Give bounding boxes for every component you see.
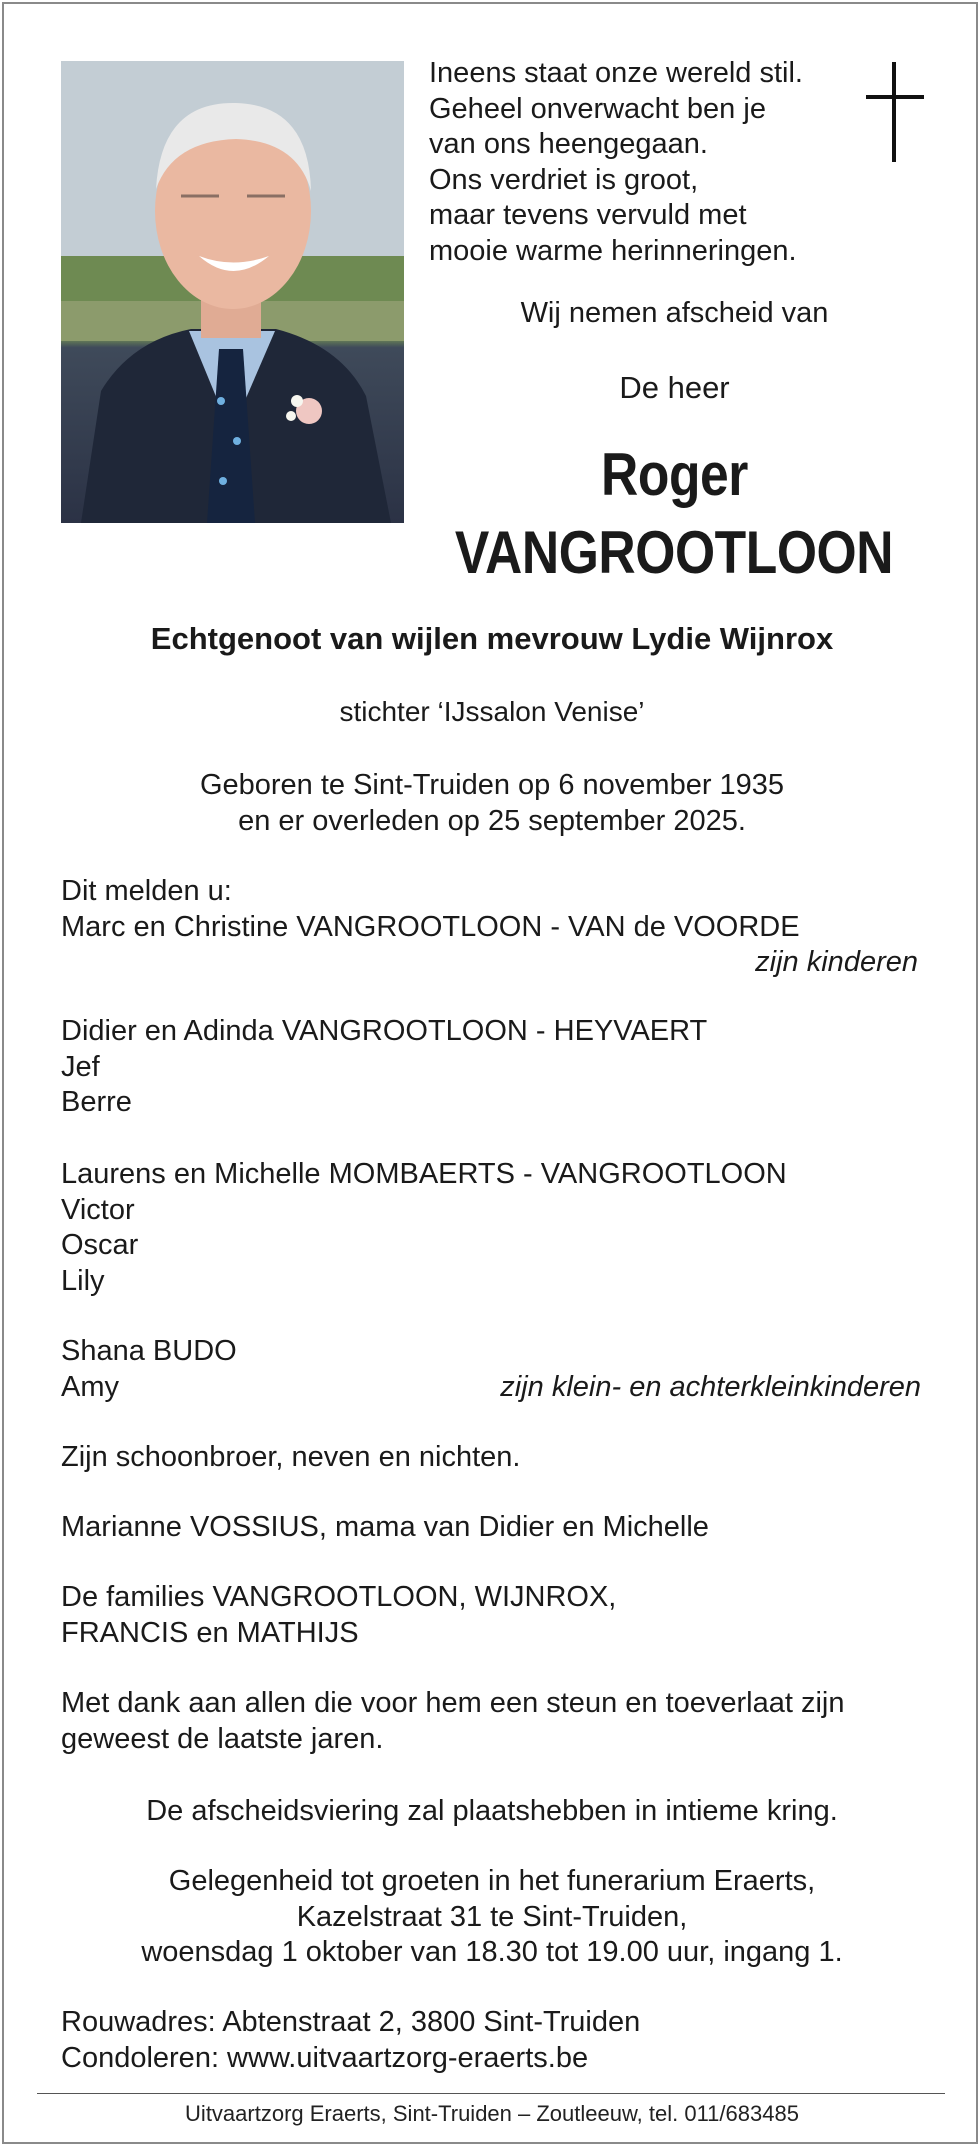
announce-intro: Dit melden u: xyxy=(61,875,232,907)
funeral-home-footer: Uitvaartzorg Eraerts, Sint-Truiden – Zoutleeuw, tel. 011/683485 xyxy=(185,2101,799,2126)
family-member: Oscar xyxy=(61,1229,139,1261)
obituary-card xyxy=(2,2,978,2144)
salutation: De heer xyxy=(619,370,730,405)
poem-line: Geheel onverwacht ben je xyxy=(429,92,766,125)
poem-line: Ineens staat onze wereld stil. xyxy=(429,57,803,89)
family-member: Lily xyxy=(61,1264,105,1297)
ceremony-line: De afscheidsviering zal plaatshebben in intieme kring. xyxy=(146,1795,838,1827)
poem-line: Ons verdriet is groot, xyxy=(429,163,699,196)
family-member: Amy xyxy=(61,1370,119,1403)
visitation-line: Kazelstraat 31 te Sint-Truiden, xyxy=(296,1900,688,1933)
thanks-line: geweest de laatste jaren. xyxy=(61,1722,384,1755)
family-member: Jef xyxy=(61,1050,100,1083)
cross-icon xyxy=(866,62,924,164)
contact-block xyxy=(61,2005,921,2076)
family-member: Laurens en Michelle MOMBAERTS - VANGROOTLOON xyxy=(61,1158,787,1190)
died-line: en er overleden op 25 september 2025. xyxy=(238,804,746,837)
family-member: Shana BUDO xyxy=(61,1335,237,1367)
poem-line: maar tevens vervuld met xyxy=(429,199,747,231)
last-name: VANGROOTLOON xyxy=(454,519,894,586)
founder-line: stichter ‘IJssalon Venise’ xyxy=(339,696,645,727)
children-role: zijn kinderen xyxy=(755,946,918,978)
portrait-photo xyxy=(61,61,404,523)
first-name: Roger xyxy=(601,441,748,508)
born-line: Geboren te Sint-Truiden op 6 november 1935 xyxy=(199,769,785,801)
family-member: Berre xyxy=(61,1086,132,1118)
footer-divider xyxy=(37,2093,945,2094)
birth-death-lines xyxy=(4,768,980,839)
families-block xyxy=(61,1580,921,1651)
condolence-url: Condoleren: www.uitvaartzorg-eraerts.be xyxy=(61,2041,589,2074)
grandchildren-role: zijn klein- en achterkleinkinderen xyxy=(500,1370,921,1403)
family-group-2 xyxy=(61,1157,921,1299)
thanks-line: Met dank aan allen die voor hem een steun en toeverlaat zijn xyxy=(61,1687,845,1719)
family-member: Victor xyxy=(61,1193,135,1226)
family-group-1 xyxy=(61,1014,921,1121)
thanks-block xyxy=(61,1686,921,1757)
visitation-line: woensdag 1 oktober van 18.30 tot 19.00 uur, ingang 1. xyxy=(141,1936,843,1968)
relatives-line xyxy=(61,1440,921,1476)
poem xyxy=(429,56,803,269)
poem-line: mooie warme herinneringen. xyxy=(429,234,797,267)
relatives: Zijn schoonbroer, neven en nichten. xyxy=(61,1441,521,1473)
poem-line: van ons heengegaan. xyxy=(429,128,708,160)
children-names: Marc en Christine VANGROOTLOON - VAN de VOORDE xyxy=(61,910,800,943)
announcers-children xyxy=(61,874,921,981)
families-line: De families VANGROOTLOON, WIJNROX, xyxy=(61,1581,617,1613)
marianne-line xyxy=(61,1510,921,1546)
family-member: Didier en Adinda VANGROOTLOON - HEYVAERT xyxy=(61,1015,708,1047)
mourning-address: Rouwadres: Abtenstraat 2, 3800 Sint-Truiden xyxy=(61,2006,641,2038)
spouse-line: Echtgenoot van wijlen mevrouw Lydie Wijnrox xyxy=(150,621,834,656)
marianne: Marianne VOSSIUS, mama van Didier en Michelle xyxy=(61,1511,709,1543)
farewell-intro: Wij nemen afscheid van xyxy=(520,297,829,329)
visitation-block xyxy=(4,1864,980,1971)
family-group-3 xyxy=(61,1334,921,1405)
families-line: FRANCIS en MATHIJS xyxy=(61,1616,359,1649)
visitation-line: Gelegenheid tot groeten in het funerarium Eraerts, xyxy=(168,1865,816,1897)
